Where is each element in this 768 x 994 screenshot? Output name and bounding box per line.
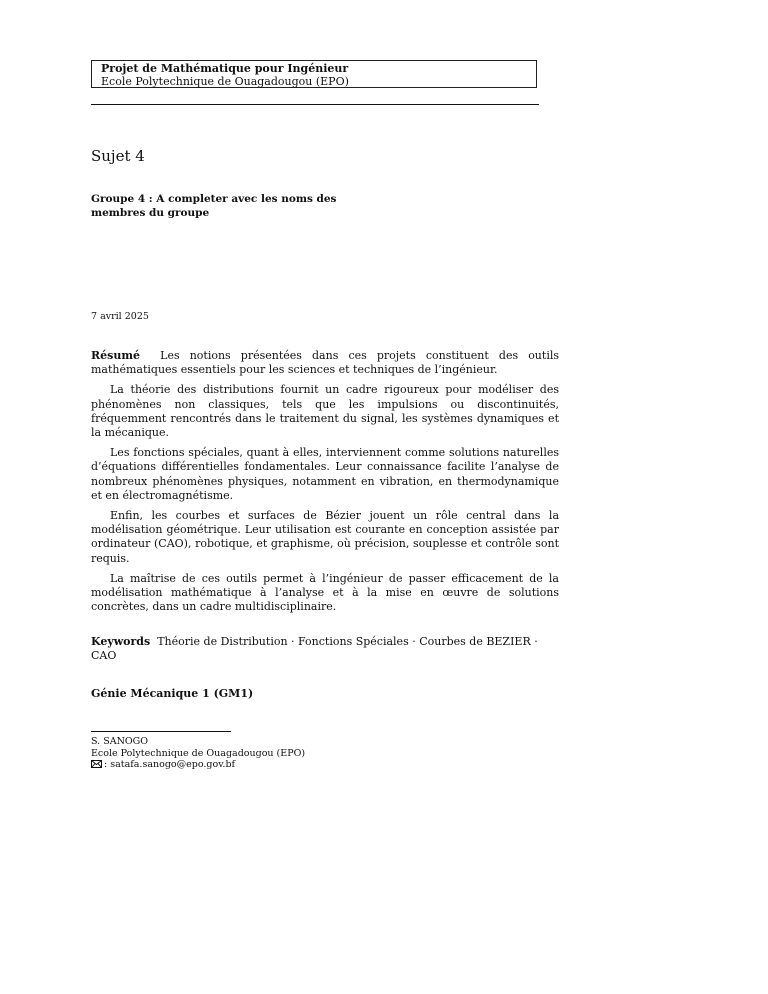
date: 7 avril 2025 xyxy=(91,311,149,322)
group-line: Groupe 4 : A completer avec les noms des membres du groupe xyxy=(91,193,337,219)
department: Génie Mécanique 1 (GM1) xyxy=(91,687,254,700)
abstract xyxy=(91,349,559,620)
header-box xyxy=(91,60,537,88)
abstract-paragraph: Résumé Les notions présentées dans ces projets constituent des outils mathématiques essentiels pour les sciences et techniques de l’ingénieur. xyxy=(91,349,559,377)
envelope-icon xyxy=(91,760,102,772)
footnote xyxy=(91,736,305,772)
abstract-label: Résumé xyxy=(91,349,140,362)
abstract-paragraph: La théorie des distributions fournit un cadre rigoureux pour modéliser des phénomènes non classiques, tels que les impulsions ou discontinuités, fréquemment rencontrés dans le traitement du signal, les systèmes dynamiques et la mécanique. xyxy=(91,383,559,440)
abstract-paragraph: La maîtrise de ces outils permet à l’ingénieur de passer efficacement de la modélisation mathématique à l’analyse et à la mise en œuvre de solutions concrètes, dans un cadre multidisciplinaire. xyxy=(91,571,559,614)
institution: Ecole Polytechnique de Ouagadougou (EPO) xyxy=(101,75,349,88)
keywords xyxy=(91,635,559,663)
course-title: Projet de Mathématique pour Ingénieur xyxy=(101,62,349,75)
footnote-rule xyxy=(91,731,231,732)
author-email-line xyxy=(91,759,305,772)
abstract-paragraph: Enfin, les courbes et surfaces de Bézier jouent un rôle central dans la modélisation géométrique. Leur utilisation est courante en conception assistée par ordinateur (CAO), robotique, et graphisme, où précision, souplesse et contrôle sont requis. xyxy=(91,509,559,565)
author-email: : satafa.sanogo@epo.gov.bf xyxy=(104,759,236,770)
keywords-label: Keywords xyxy=(91,635,151,648)
header-rule xyxy=(91,104,539,105)
page-title: Sujet 4 xyxy=(91,147,145,165)
author-name: S. SANOGO xyxy=(91,736,149,747)
keywords-text: Théorie de Distribution · Fonctions Spéciales · Courbes de BEZIER · CAO xyxy=(91,635,538,663)
abstract-paragraph: Les fonctions spéciales, quant à elles, interviennent comme solutions naturelles d’équations différentielles fondamentales. Leur connaissance facilite l’analyse de nombreux phénomènes physiques, notamment en vibration, en thermodynamique et en électromagnétisme. xyxy=(91,446,559,502)
author-affiliation: Ecole Polytechnique de Ouagadougou (EPO) xyxy=(91,747,306,759)
